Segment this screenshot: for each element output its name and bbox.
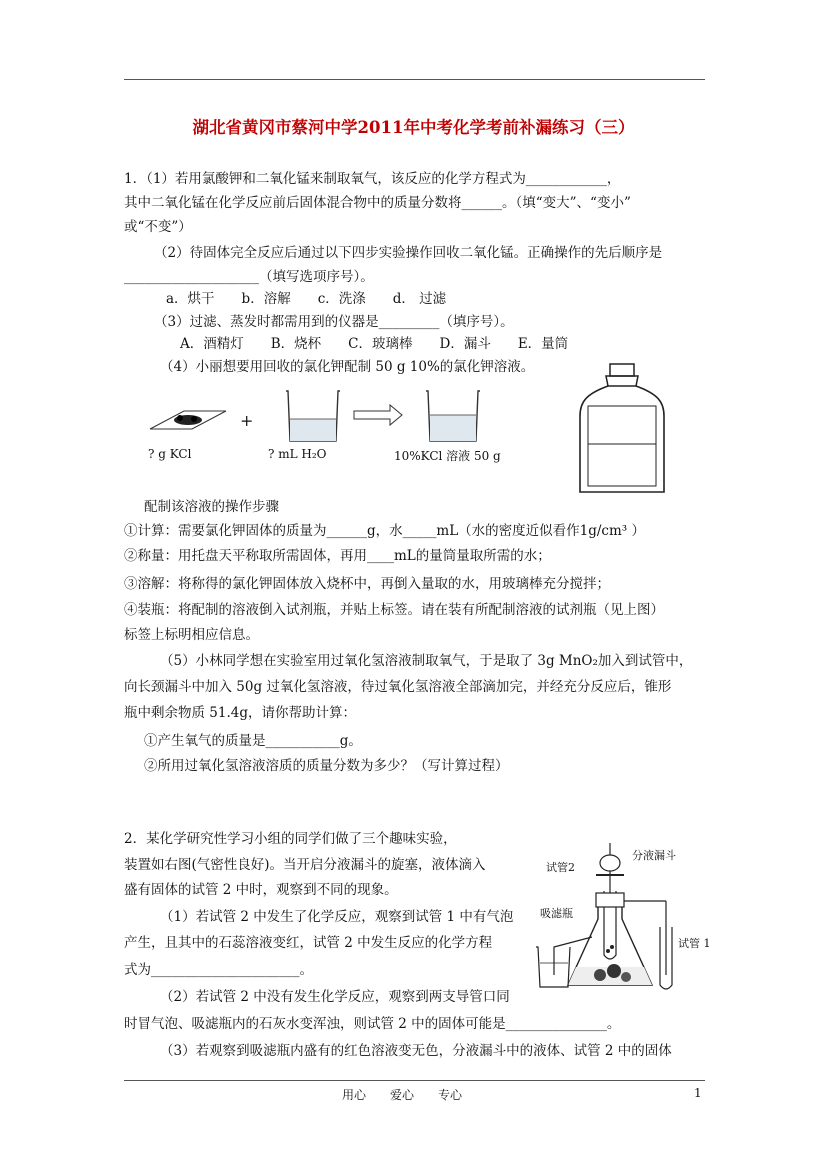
footer-center: 用心 爱心 专心 bbox=[342, 1088, 463, 1102]
q1-part5-line3: 瓶中剩余物质 51.4g，请你帮助计算： bbox=[124, 705, 356, 721]
beaker-solution-icon bbox=[426, 391, 480, 441]
step-2: ②称量：用托盘天平称取所需固体，再用____mL的量筒量取所需的水； bbox=[124, 548, 551, 564]
q1-part3-options: A．酒精灯 B．烧杯 C．玻璃棒 D．漏斗 E．量筒 bbox=[180, 336, 569, 352]
fig-label-solution: 10%KCl 溶液 50 g bbox=[394, 449, 501, 463]
q2-line1: 2．某化学研究性学习小组的同学们做了三个趣味实验， bbox=[124, 831, 457, 847]
label-test-tube-2: 试管2 bbox=[546, 861, 575, 874]
q1-part4-line: （4）小丽想要用回收的氯化钾配制 50 g 10%的氯化钾溶液。 bbox=[160, 359, 535, 375]
q1-part5-line2: 向长颈漏斗中加入 50g 过氧化氢溶液，待过氧化氢溶液全部滴加完，并经充分反应后，锥形 bbox=[124, 679, 672, 695]
q1-part2-options: a．烘干 b．溶解 c．洗涤 d． 过滤 bbox=[166, 291, 447, 307]
q1-part5-b: ②所用过氧化氢溶液溶质的质量分数为多少？（写计算过程） bbox=[144, 758, 509, 774]
arrow-icon bbox=[354, 405, 402, 425]
fig-label-kcl: ? g KCl bbox=[148, 447, 192, 461]
q1-part5-a: ①产生氧气的质量是___________g。 bbox=[144, 733, 362, 749]
fig-label-plus: + bbox=[240, 411, 254, 430]
weighing-paper-icon bbox=[150, 411, 226, 429]
fig-label-water: ? mL H₂O bbox=[268, 447, 327, 461]
q2-part2-line2: 时冒气泡、吸滤瓶内的石灰水变浑浊，则试管 2 中的固体可能是_______________。 bbox=[124, 1016, 621, 1032]
q2-part1-line3: 式为______________________。 bbox=[124, 962, 313, 978]
label-test-tube-1: 试管 1 bbox=[678, 937, 711, 950]
label-suction-flask: 吸滤瓶 bbox=[540, 907, 573, 920]
q1-line3: 或“不变”） bbox=[124, 219, 192, 235]
q1-part5-line1: （5）小林同学想在实验室用过氧化氢溶液制取氧气，于是取了 3g MnO₂加入到试管中， bbox=[160, 653, 693, 669]
q1-line1: 1．（1）若用氯酸钾和二氧化锰来制取氧气，该反应的化学方程式为____________， bbox=[124, 171, 621, 187]
reagent-bottle-figure bbox=[576, 362, 668, 500]
label-separatory-funnel: 分液漏斗 bbox=[632, 849, 676, 862]
q2-part2-line1: （2）若试管 2 中没有发生化学反应，观察到两支导管口同 bbox=[160, 989, 510, 1005]
q2-part1-line1: （1）若试管 2 中发生了化学反应，观察到试管 1 中有气泡 bbox=[160, 909, 514, 925]
reagent-bottle-svg bbox=[576, 362, 668, 500]
q1-part3-line: （3）过滤、蒸发时都需用到的仪器是_________（填序号）。 bbox=[154, 314, 514, 330]
steps-title: 配制该溶液的操作步骤 bbox=[144, 499, 279, 515]
step-1: ①计算：需要氯化钾固体的质量为______g，水_____mL（水的密度近似看作1g/cm³ ） bbox=[124, 523, 646, 539]
q2-line3: 盛有固体的试管 2 中时，观察到不同的现象。 bbox=[124, 882, 398, 898]
header-rule bbox=[124, 79, 705, 80]
step-4a: ④装瓶：将配制的溶液倒入试剂瓶，并贴上标签。请在装有所配制溶液的试剂瓶（见上图） bbox=[124, 602, 664, 618]
page-number: 1 bbox=[694, 1086, 702, 1100]
step-3: ③溶解：将称得的氯化钾固体放入烧杯中，再倒入量取的水，用玻璃棒充分搅拌； bbox=[124, 576, 610, 592]
q1-part2-line2: ____________________（填写选项序号）。 bbox=[124, 269, 374, 285]
footer-rule bbox=[124, 1080, 705, 1081]
step-4b: 标签上标明相应信息。 bbox=[124, 627, 259, 643]
q2-line2: 装置如右图(气密性良好)。当开启分液漏斗的旋塞，液体滴入 bbox=[124, 857, 486, 873]
q2-part3-line1: （3）若观察到吸滤瓶内盛有的红色溶液变无色，分液漏斗中的液体、试管 2 中的固体 bbox=[160, 1043, 672, 1059]
page-title: 湖北省黄冈市蔡河中学2011年中考化学考前补漏练习（三） bbox=[192, 118, 635, 137]
q2-part1-line2: 产生，且其中的石蕊溶液变红，试管 2 中发生反应的化学方程 bbox=[124, 935, 493, 951]
kcl-solution-figure bbox=[140, 385, 540, 470]
beaker-water-icon bbox=[286, 391, 340, 441]
q1-part2-line1: （2）待固体完全反应后通过以下四步实验操作回收二氧化锰。正确操作的先后顺序是 bbox=[154, 245, 663, 261]
q1-line2: 其中二氧化锰在化学反应前后固体混合物中的质量分数将______。（填“变大”、“变小” bbox=[124, 195, 631, 211]
apparatus-figure bbox=[530, 835, 710, 1000]
